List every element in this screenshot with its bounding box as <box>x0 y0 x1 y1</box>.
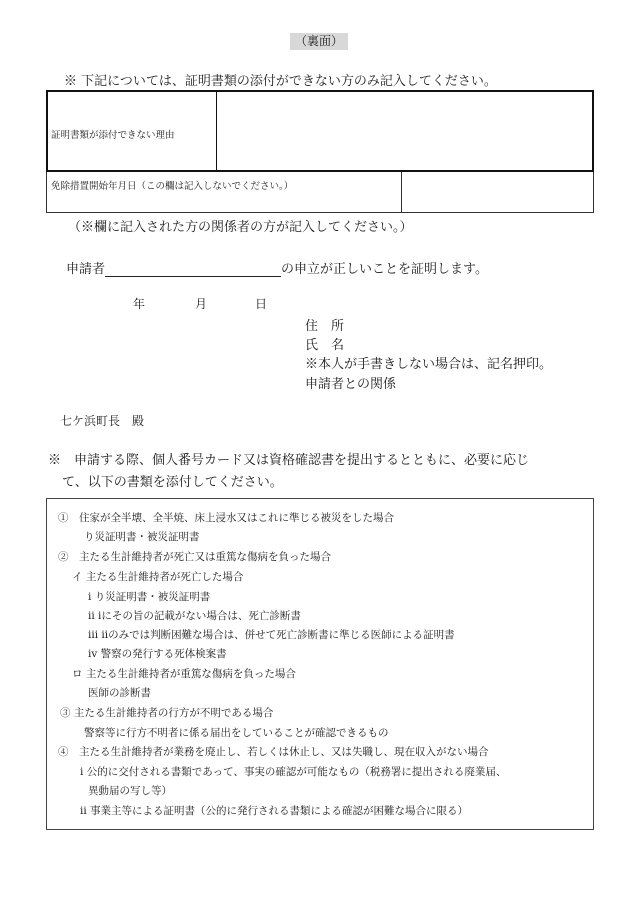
attachment-note: ※ 下記については、証明書類の添付ができない方のみ記入してください。 <box>64 74 497 89</box>
name-label: 氏 名 <box>305 338 345 353</box>
seal-note: ※本人が手書きしない場合は、記名押印。 <box>305 357 553 372</box>
addressee: 七ケ浜町長 殿 <box>60 414 145 428</box>
list-item: ⅱ ⅰにその旨の記載がない場合は、死亡診断書 <box>88 610 301 622</box>
address-label: 住 所 <box>305 319 345 334</box>
list-item: 異動届の写し等） <box>88 785 172 797</box>
page-heading: （裏面） <box>290 33 348 50</box>
list-item: 警察等に行方不明者に係る届出をしていることが確認できるもの <box>84 727 389 739</box>
certification-prefix: 申請者 <box>66 262 106 277</box>
list-item: ⅱ 事業主等による証明書（公的に発行される書類による確認が困難な場合に限る） <box>80 805 469 817</box>
list-item: ① 住家が全半壊、全半焼、床上浸水又はこれに準じる被災をした場合 <box>58 512 394 524</box>
list-item: ③ 主たる生計維持者の行方が不明である場合 <box>60 707 274 719</box>
reason-label: 証明書類が添付できない理由 <box>51 130 175 141</box>
exemption-label: 免除措置開始年月日（この欄は記入しないでください。） <box>51 181 294 192</box>
related-person-note: （※欄に記入された方の関係者の方が記入してください。） <box>68 220 413 235</box>
list-item: り災証明書・被災証明書 <box>84 531 200 543</box>
required-documents-box <box>46 498 594 830</box>
applicant-name-blank[interactable] <box>105 262 281 277</box>
mynumber-note-line1: ※ 申請する際、個人番号カード又は資格確認書を提出するとともに、必要に応じ <box>48 453 530 468</box>
list-item: ロ 主たる生計維持者が重篤な傷病を負った場合 <box>72 668 296 680</box>
relation-label: 申請者との関係 <box>305 377 397 392</box>
certification-line <box>66 258 488 277</box>
list-item: ④ 主たる生計維持者が業務を廃止し、若しくは休止し、又は失職し、現在収入がない場合 <box>58 746 489 758</box>
date-month: 月 <box>195 297 208 311</box>
mynumber-note-line2: て、以下の書類を添付してください。 <box>62 475 283 490</box>
list-item: ⅲ ⅱのみでは判断困難な場合は、併せて死亡診断書に準じる医師による証明書 <box>88 629 455 641</box>
list-item: イ 主たる生計維持者が死亡した場合 <box>72 571 244 583</box>
list-item: ⅳ 警察の発行する死体検案書 <box>88 648 227 660</box>
date-day: 日 <box>255 297 268 311</box>
date-year: 年 <box>133 297 146 311</box>
list-item: ② 主たる生計維持者が死亡又は重篤な傷病を負った場合 <box>58 551 331 563</box>
list-item: ⅰ り災証明書・被災証明書 <box>88 591 211 603</box>
certification-suffix: の申立が正しいことを証明します。 <box>281 262 488 277</box>
list-item: ⅰ 公的に交付される書類であって、事実の確認が可能なもの（税務署に提出される廃業届、 <box>80 766 507 778</box>
list-item: 医師の診断書 <box>88 687 151 699</box>
